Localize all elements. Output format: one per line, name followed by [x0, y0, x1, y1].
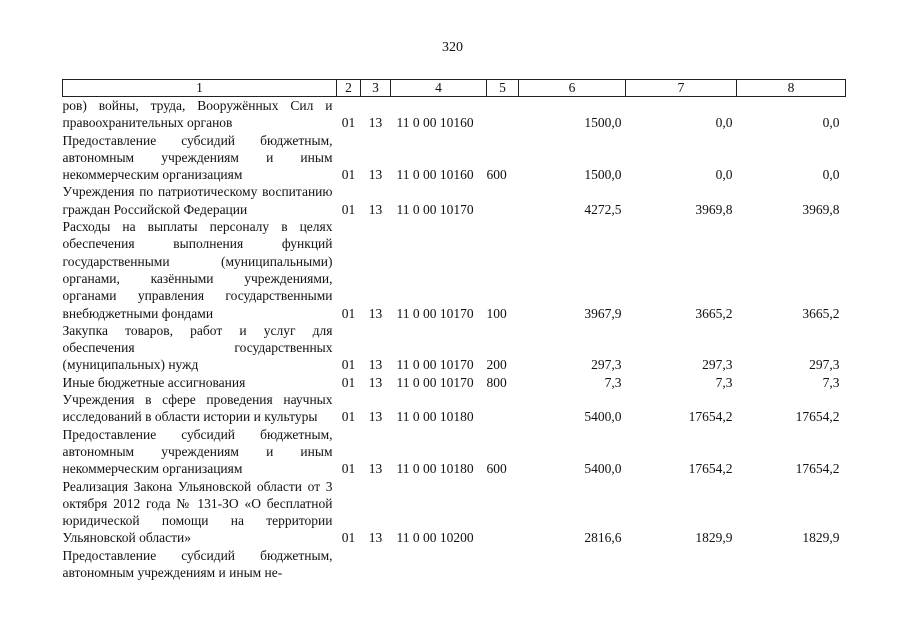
- cell-col-4: 11 0 00 10180: [396, 461, 474, 477]
- cell-col-3: 13: [368, 167, 383, 183]
- cell-col-8: 0,0: [822, 115, 840, 131]
- table-row: [63, 547, 846, 582]
- cell-col-5: 600: [486, 461, 507, 477]
- cell-col-3: 13: [368, 357, 383, 373]
- table-row: [63, 97, 846, 132]
- row-name: Предоставление субсидий бюджетным, автономным учреждениям и иным некоммерческим организациям: [62, 426, 333, 477]
- table-row: [63, 478, 846, 547]
- row-name: Реализация Закона Ульяновской области от 3 октября 2012 года № 131-ЗО «О бесплатной юридической помощи на территории Ульяновской области»: [62, 478, 333, 546]
- cell-col-5: 200: [486, 357, 507, 373]
- column-header-2: 2: [337, 80, 361, 97]
- row-name: Иные бюджетные ассигнования: [62, 374, 246, 390]
- cell-col-3: 13: [368, 305, 383, 321]
- cell-col-5: 800: [486, 374, 507, 390]
- page-number: 320: [442, 40, 463, 55]
- cell-col-8: [737, 547, 846, 582]
- cell-col-4: 11 0 00 10160: [396, 115, 474, 131]
- cell-col-8: 7,3: [822, 374, 840, 390]
- column-header-8: 8: [737, 80, 846, 97]
- cell-col-2: 01: [341, 530, 356, 546]
- cell-col-7: 0,0: [715, 115, 733, 131]
- cell-col-2: 01: [341, 409, 356, 425]
- cell-col-3: 13: [368, 409, 383, 425]
- cell-col-5: [487, 547, 519, 582]
- cell-col-8: 17654,2: [795, 461, 840, 477]
- column-header-1: 1: [63, 80, 337, 97]
- column-header-6: 6: [519, 80, 626, 97]
- table-body: [63, 97, 846, 582]
- cell-col-5: [487, 478, 519, 547]
- table-row: [63, 391, 846, 426]
- cell-col-5: 100: [486, 305, 507, 321]
- row-name: Учреждения в сфере проведения научных исследований в области истории и культуры: [62, 392, 333, 425]
- cell-col-4: [391, 547, 487, 582]
- cell-col-6: 5400,0: [584, 461, 622, 477]
- row-name: Закупка товаров, работ и услуг для обеспечения государственных (муниципальных) нужд: [62, 322, 333, 373]
- column-header-3: 3: [361, 80, 391, 97]
- cell-col-3: 13: [368, 374, 383, 390]
- cell-col-7: 0,0: [715, 167, 733, 183]
- cell-col-2: 01: [341, 115, 356, 131]
- cell-col-2: 01: [341, 201, 356, 217]
- row-name: Расходы на выплаты персоналу в целях обеспечения выполнения функций государственными (муниципальными) органами, казёнными учреждениями, органами управления государственными внебюджетными фондами: [62, 219, 333, 321]
- table-row: [63, 426, 846, 478]
- column-header-7: 7: [626, 80, 737, 97]
- budget-table: [62, 79, 846, 581]
- row-name: ров) войны, труда, Вооружённых Сил и правоохранительных органов: [62, 98, 333, 131]
- cell-col-2: 01: [341, 374, 356, 390]
- cell-col-3: 13: [368, 530, 383, 546]
- table-row: [63, 183, 846, 218]
- cell-col-5: [487, 97, 519, 132]
- cell-col-8: 3969,8: [802, 201, 840, 217]
- cell-col-4: 11 0 00 10200: [396, 530, 474, 546]
- cell-col-6: 3967,9: [584, 305, 622, 321]
- cell-col-7: 3969,8: [695, 201, 733, 217]
- cell-col-8: 1829,9: [802, 530, 840, 546]
- cell-col-3: 13: [368, 115, 383, 131]
- cell-col-6: [519, 547, 626, 582]
- table-row: [63, 374, 846, 391]
- row-name: Предоставление субсидий бюджетным, автономным учреждениям и иным не-: [62, 547, 333, 581]
- cell-col-7: 17654,2: [688, 409, 733, 425]
- cell-col-8: 297,3: [809, 357, 840, 373]
- cell-col-6: 7,3: [604, 374, 622, 390]
- cell-col-6: 1500,0: [584, 167, 622, 183]
- table-row: [63, 132, 846, 184]
- cell-col-7: 1829,9: [695, 530, 733, 546]
- cell-col-5: [487, 391, 519, 426]
- header-row: [63, 80, 846, 97]
- cell-col-7: 3665,2: [695, 305, 733, 321]
- cell-col-4: 11 0 00 10170: [396, 374, 474, 390]
- cell-col-8: 0,0: [822, 167, 840, 183]
- cell-col-6: 1500,0: [584, 115, 622, 131]
- cell-col-2: [337, 547, 361, 582]
- cell-col-4: 11 0 00 10160: [396, 167, 474, 183]
- cell-col-5: 600: [486, 167, 507, 183]
- table-row: [63, 322, 846, 374]
- cell-col-3: 13: [368, 201, 383, 217]
- cell-col-7: 17654,2: [688, 461, 733, 477]
- cell-col-7: 297,3: [702, 357, 733, 373]
- cell-col-3: 13: [368, 461, 383, 477]
- cell-col-6: 297,3: [591, 357, 622, 373]
- column-header-5: 5: [487, 80, 519, 97]
- cell-col-6: 4272,5: [584, 201, 622, 217]
- cell-col-7: 7,3: [715, 374, 733, 390]
- row-name: Учреждения по патриотическому воспитанию граждан Российской Федерации: [62, 184, 333, 217]
- cell-col-4: 11 0 00 10170: [396, 357, 474, 373]
- column-header-4: 4: [391, 80, 487, 97]
- cell-col-2: 01: [341, 167, 356, 183]
- cell-col-4: 11 0 00 10180: [396, 409, 474, 425]
- cell-col-2: 01: [341, 461, 356, 477]
- cell-col-8: 17654,2: [795, 409, 840, 425]
- row-name: Предоставление субсидий бюджетным, автономным учреждениям и иным некоммерческим организациям: [62, 132, 333, 183]
- cell-col-3: [361, 547, 391, 582]
- cell-col-6: 5400,0: [584, 409, 622, 425]
- cell-col-2: 01: [341, 357, 356, 373]
- cell-col-8: 3665,2: [802, 305, 840, 321]
- cell-col-5: [487, 183, 519, 218]
- cell-col-6: 2816,6: [584, 530, 622, 546]
- cell-col-2: 01: [341, 305, 356, 321]
- cell-col-7: [626, 547, 737, 582]
- cell-col-4: 11 0 00 10170: [396, 201, 474, 217]
- table-row: [63, 218, 846, 322]
- cell-col-4: 11 0 00 10170: [396, 305, 474, 321]
